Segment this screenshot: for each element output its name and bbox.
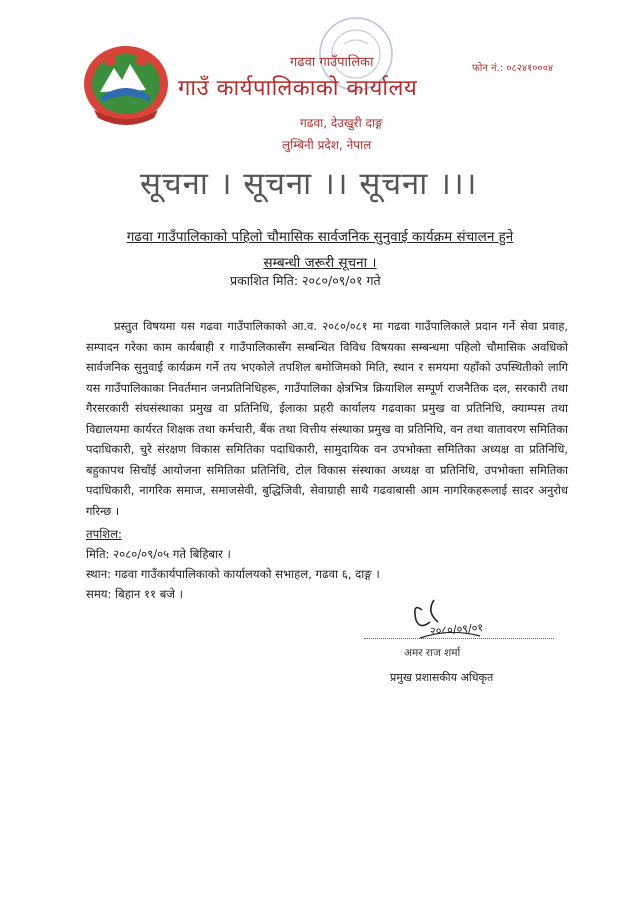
body-paragraph: प्रस्तुत विषयमा यस गढवा गाउँपालिकाको आ.व. २०८०/०८१ मा गढवा गाउँपालिकाले प्रदान गर्ने सेवा प्रवाह, सम्पादन गरेका काम कार्यबाही र गाउँपालिकासँग सम्बन्धित विविध विषयका सम्बन्धमा पहिलो चौमासिक अवधिको सार्वजनिक सुनुवाई कार्यक्रम गर्ने तय भएकोले तपशिल बमोजिमको मिति, स्थान र समयमा यहाँको उपस्थितीको लागि यस गाउँपालिकाका निवर्तमान जनप्रतिनिधिहरू, गाउँपालिका क्षेत्रभित्र क्रियाशिल सम्पूर्ण राजनैतिक दल, सरकारी तथा गैरसरकारी संघसंस्थाका प्रमुख वा प्रतिनिधि, ईलाका प्रहरी कार्यालय गढवाका प्रमुख वा प्रतिनिधि, क्याम्पस तथा विद्यालयमा कार्यरत शिक्षक तथा कर्मचारी, बैंक तथा वित्तीय संस्थाका प्रमुख वा प्रतिनिधि, वन तथा वातावरण समितिका पदाधिकारी, चुरे संरक्षण विकास समितिका पदाधिकारी, सामुदायिक वन उपभोक्ता समितिका अध्यक्ष वा प्रतिनिधि, बहुकापथ सिचाँई आयोजना समितिका प्रतिनिधि, टोल विकास संस्थाका अध्यक्ष वा प्रतिनिधि, उपभोक्ता समितिका पदाधिकारी, नागरिक समाज, समाजसेवी, बुद्धिजिवी, सेवाग्राही साथै गढवाबासी आम नागरिकहरूलाई सादर अनुरोध गरिन्छ । xyxy=(86,319,568,518)
notice-subject xyxy=(60,224,580,276)
details-label: तपशिल: xyxy=(86,527,122,541)
details-block xyxy=(86,524,380,604)
office-name-small: गढवा गाउँपालिका xyxy=(290,55,374,70)
subject-line-2: सम्बन्धी जरूरी सूचना । xyxy=(263,255,377,271)
signature-date: २०८०/०९/०१ xyxy=(429,621,484,638)
signatory-name: अमर राज शर्मा xyxy=(404,647,461,659)
details-time: समय: बिहान ११ बजे । xyxy=(86,587,184,601)
office-title: गाउँ कार्यपालिकाको कार्यालय xyxy=(178,76,418,101)
signature-line xyxy=(364,638,554,639)
published-date: प्रकाशित मिति: २०८०/०९/०१ गते xyxy=(230,273,381,288)
details-date: मिति: २०८०/०९/०५ गते बिहिबार । xyxy=(86,547,231,561)
details-place: स्थान: गढवा गाउँकार्यपालिकाको कार्यालयको सभाहल, गढवा ६, दाङ्ग । xyxy=(86,567,380,581)
subject-line-1: गढवा गाउँपालिकाको पहिलो चौमासिक सार्वजनिक सुनुवाई कार्यक्रम संचालन हुने xyxy=(126,229,514,245)
phone-number: फोन नं.: ०८२४१०००४ xyxy=(472,63,554,74)
notice-body xyxy=(86,316,568,521)
notice-heading: सूचना । सूचना ।। सूचना ।।। xyxy=(140,166,478,202)
signatory-title: प्रमुख प्रशासकीय अधिकृत xyxy=(390,671,494,684)
office-province: लुम्बिनी प्रदेश, नेपाल xyxy=(282,138,372,152)
nepal-emblem-icon xyxy=(80,40,172,126)
office-address: गढवा, देउखुरी दाङ्ग xyxy=(300,116,383,130)
